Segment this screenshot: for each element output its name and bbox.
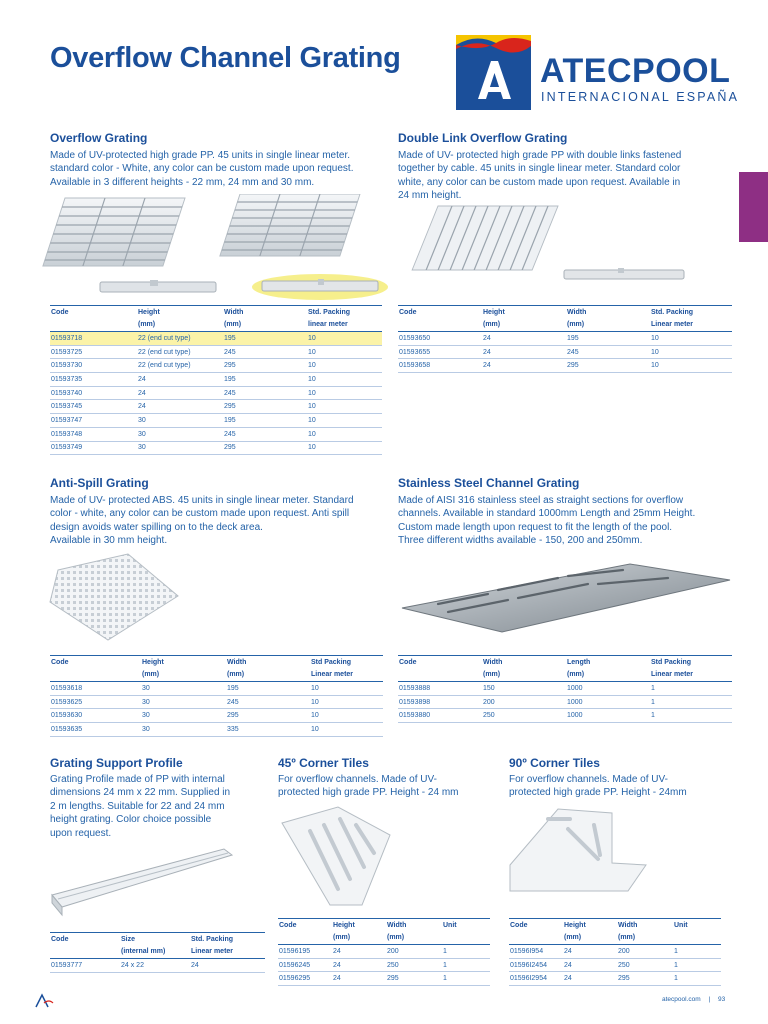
col-code: Code bbox=[50, 306, 137, 319]
atecpool-logo-mark bbox=[456, 35, 531, 110]
table-units-row: (mm) (mm) Linear meter bbox=[398, 319, 732, 332]
table-row: 01596I2454 24 250 1 bbox=[509, 958, 721, 972]
table-row: 01593650 24 195 10 bbox=[398, 332, 732, 346]
table-row: 01593725 22 (end cut type) 245 10 bbox=[50, 345, 382, 359]
table-units-row: (internal mm) Linear meter bbox=[50, 946, 265, 959]
overflow-grating-table bbox=[50, 305, 382, 455]
corner-90-title: 90º Corner Tiles bbox=[509, 756, 600, 770]
table-row: 01593735 24 195 10 bbox=[50, 373, 382, 387]
footer-url[interactable]: atecpool.com bbox=[662, 996, 701, 1003]
table-row: 01593618 30 195 10 bbox=[50, 682, 383, 696]
stainless-grating-title: Stainless Steel Channel Grating bbox=[398, 476, 580, 490]
table-header-row: Code Height Width Std Packing bbox=[50, 656, 383, 669]
table-header-row: Code Height Width Unit bbox=[278, 919, 490, 932]
table-units-row: (mm) (mm) Linear meter bbox=[398, 669, 732, 682]
col-packing: Std. Packing bbox=[307, 306, 382, 319]
support-profile-description: Grating Profile made of PP with internal dimensions 24 mm x 22 mm. Supplied in 2 m lengths. Suitable for 22 and 24 mm height grating. Color choice possible upon request. bbox=[50, 774, 231, 839]
table-row: 01593658 24 295 10 bbox=[398, 359, 732, 373]
table-row: 01593625 30 245 10 bbox=[50, 695, 383, 709]
table-header-row bbox=[50, 306, 382, 319]
table-row: 01593635 30 335 10 bbox=[50, 723, 383, 737]
corner-45-image bbox=[280, 805, 395, 910]
table-row: 01593777 24 x 22 24 bbox=[50, 959, 265, 973]
table-row: 01593655 24 245 10 bbox=[398, 345, 732, 359]
page-number: 93 bbox=[718, 996, 726, 1003]
corner-45-title: 45º Corner Tiles bbox=[278, 756, 369, 770]
page-title: Overflow Channel Grating bbox=[50, 42, 401, 74]
col-height: Height bbox=[137, 306, 223, 319]
table-row: 01593749 30 295 10 bbox=[50, 441, 382, 455]
anti-spill-grating-table bbox=[50, 655, 383, 737]
overflow-grating-description: Made of UV-protected high grade PP. 45 units in single linear meter. standard color - White, any color can be custom made upon request. Available in 3 different heights - 22 mm, 24 mm and 30 mm. bbox=[50, 150, 354, 188]
stainless-grating-table bbox=[398, 655, 732, 723]
corner-45-description: For overflow channels. Made of UV- protected high grade PP. Height - 24 mm bbox=[278, 774, 459, 799]
table-row: 01596I954 24 200 1 bbox=[509, 945, 721, 959]
table-row: 01596245 24 250 1 bbox=[278, 958, 490, 972]
anti-spill-grating-image bbox=[48, 552, 183, 647]
table-row: 01596195 24 200 1 bbox=[278, 945, 490, 959]
brand-tagline: INTERNACIONAL ESPAÑA bbox=[541, 90, 740, 104]
table-row: 01593747 30 195 10 bbox=[50, 414, 382, 428]
table-row: 01593730 22 (end cut type) 295 10 bbox=[50, 359, 382, 373]
table-row: 01596I2954 24 295 1 bbox=[509, 972, 721, 986]
brand-name: ATECPOOL bbox=[540, 52, 731, 90]
overflow-grating-title: Overflow Grating bbox=[50, 131, 148, 145]
double-link-grating-image bbox=[398, 200, 733, 290]
section-tab-marker bbox=[739, 172, 768, 242]
table-header-row: Code Height Width Unit bbox=[509, 919, 721, 932]
corner-45-table bbox=[278, 918, 490, 986]
table-row: 01596295 24 295 1 bbox=[278, 972, 490, 986]
table-header-row: Code Size Std. Packing bbox=[50, 933, 265, 946]
table-row: 01593630 30 295 10 bbox=[50, 709, 383, 723]
stainless-grating-image bbox=[398, 560, 733, 640]
table-row: 01593718 22 (end cut type) 195 10 bbox=[50, 332, 382, 346]
table-row: 01593880 250 1000 1 bbox=[398, 709, 732, 723]
support-profile-title: Grating Support Profile bbox=[50, 756, 183, 770]
corner-90-image bbox=[508, 805, 648, 895]
double-link-grating-description: Made of UV- protected high grade PP with double links fastened together by cable. 45 units in single linear meter. Standard color white, any color can be custom made upon request. Available in 24 mm height. bbox=[398, 150, 682, 202]
footer: atecpool.com | 93 bbox=[662, 996, 726, 1003]
table-row: 01593748 30 245 10 bbox=[50, 427, 382, 441]
footer-logo-icon bbox=[34, 993, 54, 1009]
corner-90-description: For overflow channels. Made of UV- protected high grade PP. Height - 24mm bbox=[509, 774, 687, 799]
table-units-row: (mm) (mm) linear meter bbox=[50, 319, 382, 332]
support-profile-image bbox=[48, 845, 238, 920]
corner-90-table bbox=[509, 918, 721, 986]
double-link-grating-title: Double Link Overflow Grating bbox=[398, 131, 568, 145]
support-profile-table bbox=[50, 932, 265, 973]
table-row: 01593888 150 1000 1 bbox=[398, 682, 732, 696]
double-link-grating-table bbox=[398, 305, 732, 373]
table-header-row: Code Width Length Std Packing bbox=[398, 656, 732, 669]
table-row: 01593745 24 295 10 bbox=[50, 400, 382, 414]
table-units-row: (mm) (mm) Linear meter bbox=[50, 669, 383, 682]
overflow-grating-image bbox=[40, 194, 390, 304]
anti-spill-grating-description: Made of UV- protected ABS. 45 units in single linear meter. Standard color - white, any color can be custom made upon request. Anti spill design avoids water spilling on to the deck area. Available in 30 mm height. bbox=[50, 495, 354, 547]
col-width: Width bbox=[223, 306, 307, 319]
anti-spill-grating-title: Anti-Spill Grating bbox=[50, 476, 149, 490]
stainless-grating-description: Made of AISI 316 stainless steel as straight sections for overflow channels. Available in standard 1000mm Length and 25mm Height. Custom made length upon request to fit the length of the pool. Three different widths available - 150, 200 and 250mm. bbox=[398, 495, 696, 547]
table-row: 01593898 200 1000 1 bbox=[398, 695, 732, 709]
table-row: 01593740 24 245 10 bbox=[50, 386, 382, 400]
table-header-row: Code Height Width Std. Packing bbox=[398, 306, 732, 319]
table-units-row: (mm) (mm) bbox=[278, 932, 490, 945]
table-units-row: (mm) (mm) bbox=[509, 932, 721, 945]
